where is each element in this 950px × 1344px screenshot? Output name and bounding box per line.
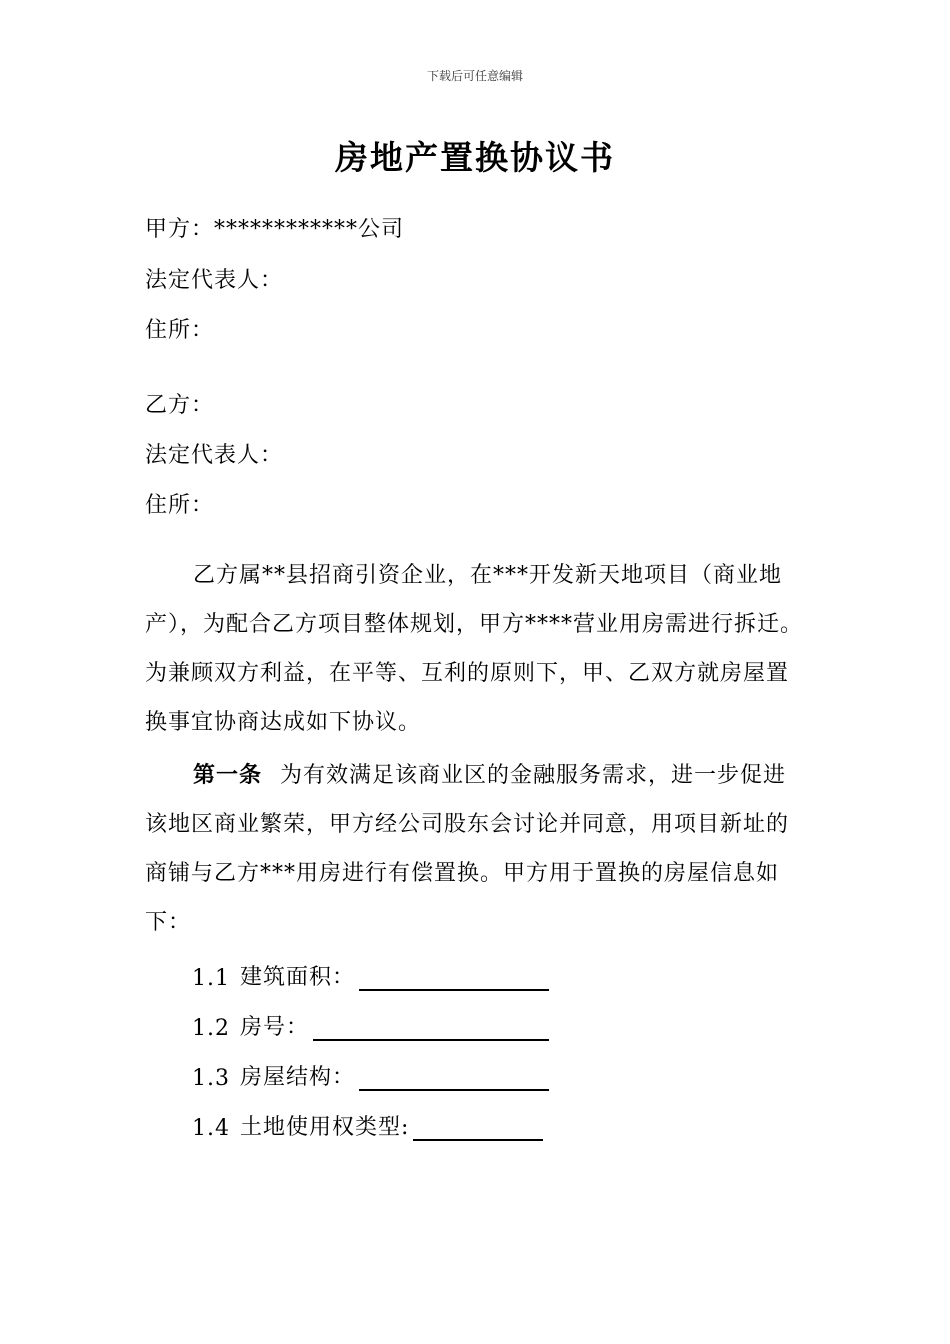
party-b-representative: 法定代表人：: [145, 443, 284, 468]
item-label: 房屋结构：: [240, 1065, 356, 1090]
item-label: 房号：: [240, 1015, 310, 1040]
article-1-text: 为有效满足该商业区的金融服务需求，进一步促进该地区商业繁荣，甲方经公司股东会讨论并同意，用项目新址的商铺与乙方***用房进行有偿置换。甲方用于置换的房屋信息如下：: [145, 763, 790, 935]
structure-blank[interactable]: [359, 1067, 549, 1091]
intro-text: 乙方属**县招商引资企业，在***开发新天地项目（商业地产），为配合乙方项目整体规划，甲方****营业用房需进行拆迁。为兼顾双方利益，在平等、互利的原则下，甲、乙双方就房屋置换事宜协商达成如下协议。: [145, 563, 804, 735]
intro-paragraph: [145, 551, 807, 747]
item-room-number: [192, 1010, 549, 1041]
room-number-blank[interactable]: [313, 1017, 549, 1041]
party-b-address: 住所：: [145, 493, 215, 518]
party-a-name: 甲方：************公司: [145, 217, 405, 242]
header-note: 下载后可任意编辑: [426, 69, 523, 83]
item-number: 1.3: [192, 1066, 230, 1091]
item-number: 1.2: [192, 1016, 230, 1041]
item-number: 1.4: [192, 1116, 230, 1141]
land-use-type-blank[interactable]: [413, 1117, 543, 1141]
article-1: [145, 751, 807, 947]
item-label: 建筑面积：: [240, 965, 356, 990]
item-number: 1.1: [192, 966, 230, 991]
article-1-heading: 第一条: [193, 762, 263, 788]
item-land-use-type: [192, 1110, 543, 1141]
item-label: 土地使用权类型:: [240, 1115, 410, 1140]
party-a-representative: 法定代表人：: [145, 268, 284, 293]
party-a-address: 住所：: [145, 318, 215, 343]
item-building-area: [192, 960, 549, 991]
item-structure: [192, 1060, 549, 1091]
party-b-name: 乙方：: [145, 393, 215, 418]
document-title: 房地产置换协议书: [335, 138, 615, 177]
building-area-blank[interactable]: [359, 967, 549, 991]
